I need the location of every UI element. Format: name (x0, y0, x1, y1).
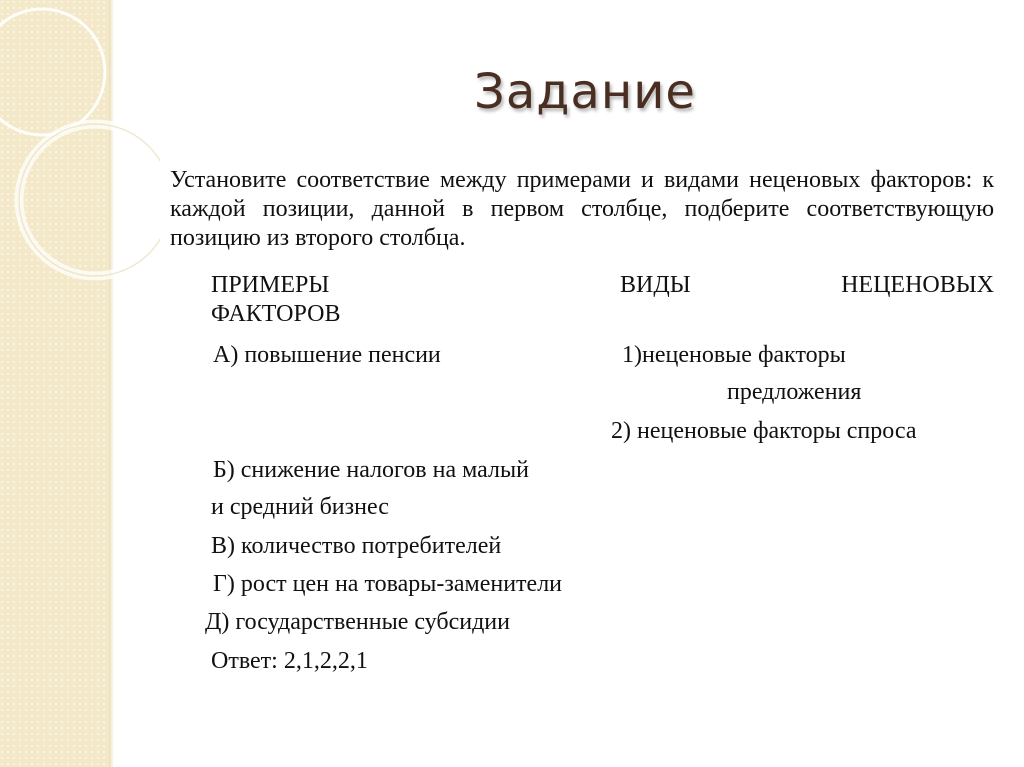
example-g: Г) рост цен на товары-заменители (213, 571, 563, 597)
type-1-line1: 1)неценовые факторы (622, 342, 846, 368)
header-examples: ПРИМЕРЫ (211, 272, 330, 298)
header-types-word1: ВИДЫ (620, 272, 691, 298)
example-d: Д) государственные субсидии (205, 609, 510, 635)
decorative-rings (0, 0, 160, 330)
example-b-line1: Б) снижение налогов на малый (213, 457, 529, 483)
example-b-line2: и средний бизнес (211, 494, 389, 520)
header-types-word2: НЕЦЕНОВЫХ (841, 272, 994, 298)
task-intro-text: Установите соответствие между примерами и видами неценовых факторов: к каждой позиции, данной в первом столбце, подберите соответствующую позицию из второго столбца. (170, 167, 994, 251)
header-types (620, 271, 994, 300)
example-v: В) количество потребителей (211, 533, 502, 559)
slide-title: Задание (474, 64, 696, 120)
ring-thick-outline (19, 124, 160, 276)
type-2: 2) неценовые факторы спроса (611, 418, 917, 444)
example-a: А) повышение пенсии (213, 342, 441, 368)
header-examples-cont: ФАКТОРОВ (211, 301, 341, 327)
answer: Ответ: 2,1,2,2,1 (211, 648, 368, 674)
ring-large (0, 9, 105, 135)
type-1-line2: предложения (727, 379, 862, 405)
